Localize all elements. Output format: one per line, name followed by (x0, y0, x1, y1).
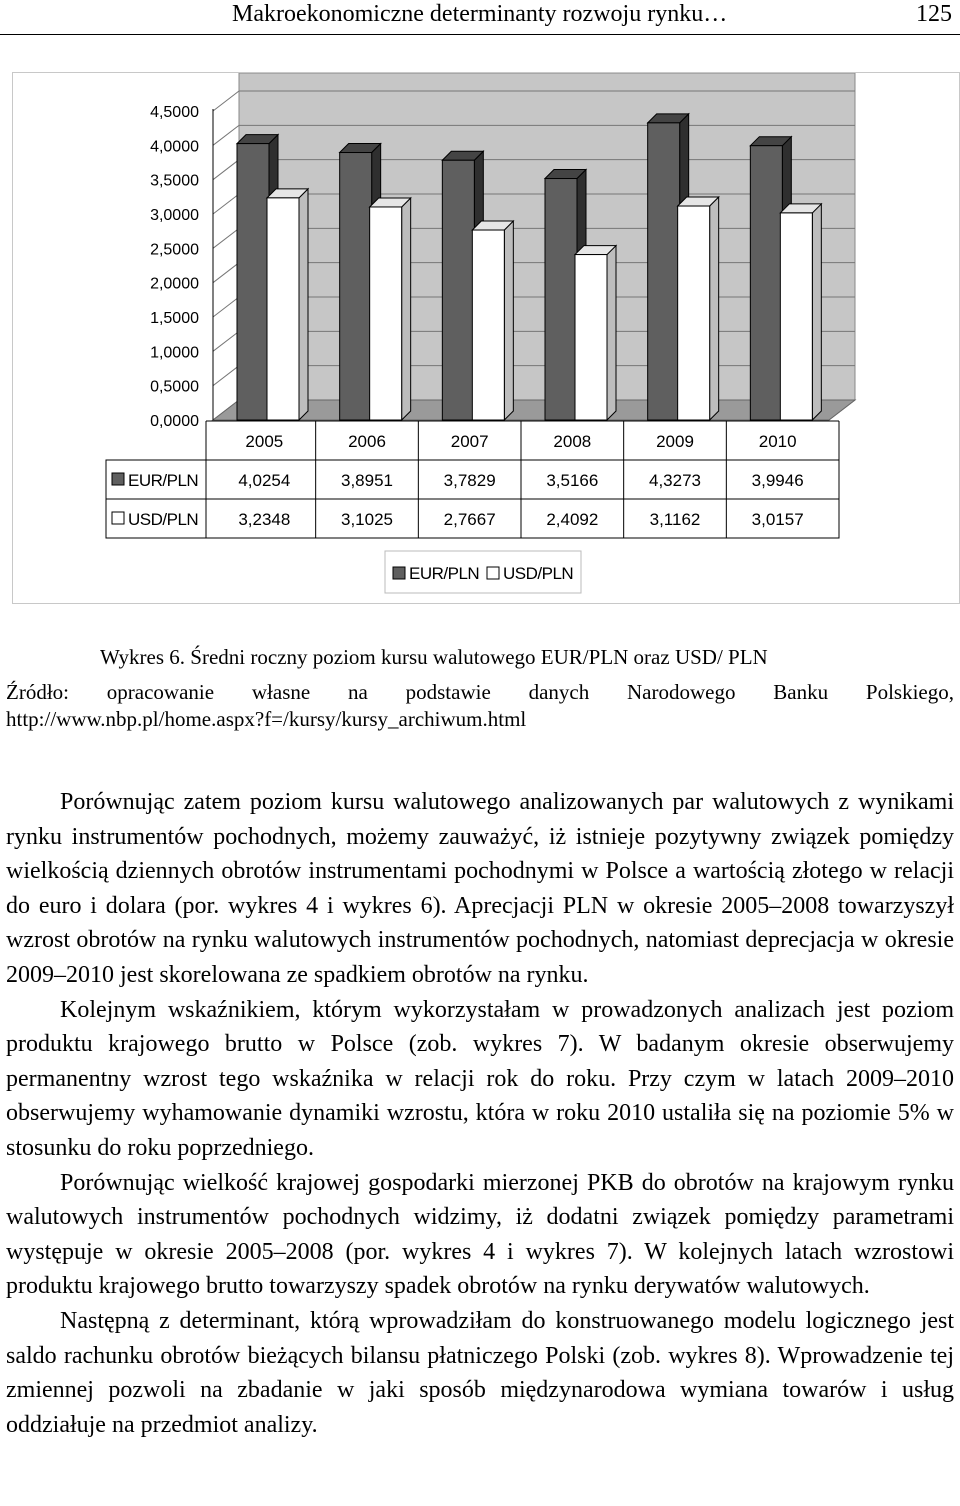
data-label: 3,0157 (751, 510, 804, 529)
x-tick-label: 2008 (553, 432, 592, 451)
bar (340, 153, 372, 420)
y-tick-label: 3,5000 (150, 172, 199, 190)
data-label: 4,3273 (649, 471, 701, 490)
legend-key (112, 473, 124, 485)
bar-side (607, 246, 616, 420)
body-text (6, 785, 954, 1442)
y-tick-label: 0,5000 (150, 378, 199, 396)
figure-caption: Wykres 6. Średni roczny poziom kursu walutowego EUR/PLN oraz USD/ PLN (100, 645, 768, 669)
chart-frame (12, 72, 960, 604)
data-label: 4,0254 (238, 471, 291, 490)
y-tick-label: 4,5000 (150, 104, 199, 121)
data-label: 3,1025 (341, 510, 393, 529)
figure-source: Źródło: opracowanie własne na podstawie danych Narodowego Banku Polskiego, (6, 680, 954, 704)
x-tick-label: 2010 (758, 432, 797, 451)
paragraph: Kolejnym wskaźnikiem, którym wykorzystałam w prowadzonych analizach jest poziom produktu krajowego brutto w Polsce (zob. wykres 7). W badanym okresie obserwujemy permanentny wzrost tego wskaźnika w relacji rok do roku. Przy czym w latach 2009–2010 obserwujemy wyhamowanie dynamiki wzrostu, która w roku 2010 ustaliła się na poziomie 5% w stosunku do roku poprzedniego. (6, 996, 954, 1161)
data-label: 3,8951 (341, 471, 393, 490)
x-tick-label: 2009 (656, 432, 694, 451)
series-name: USD/PLN (128, 510, 199, 529)
bar (237, 144, 269, 420)
paragraph: Następną z determinant, którą wprowadziłam do konstruowanego modelu logicznego jest saldo rachunku obrotów bieżących bilansu płatniczego Polski (zob. wykres 8). Wprowadzenie tej zmiennej pozwoli na zbadanie w jaki sposób międzynarodowa wymiana towarów i usług oddziałuje na przedmiot analizy. (6, 1307, 954, 1438)
data-label: 3,5166 (546, 471, 599, 490)
bar (267, 198, 299, 420)
series-name: EUR/PLN (128, 471, 199, 490)
y-tick-label: 0,0000 (150, 413, 199, 430)
bar-side (402, 198, 411, 420)
y-tick-label: 4,0000 (150, 138, 199, 156)
page-number: 125 (916, 1, 952, 27)
data-label: 3,2348 (238, 510, 291, 529)
paragraph: Porównując wielkość krajowej gospodarki mierzonej PKB do obrotów na krajowym rynku walutowych instrumentów pochodnych widzimy, iż dodatni związek pomiędzy parametrami występuje w okresie 2005–2008 (por. wykres 4 i wykres 7). W kolejnych latach wzrostowi produktu krajowego brutto towarzyszy spadek obrotów na rynku derywatów walutowych. (6, 1169, 954, 1300)
bar-side (504, 221, 513, 420)
running-title: Makroekonomiczne determinanty rozwoju rynku… (232, 1, 728, 27)
legend-key (487, 567, 499, 579)
data-label: 3,9946 (751, 471, 804, 490)
bar (545, 179, 577, 420)
data-label: 2,7667 (443, 510, 496, 529)
bar-side (710, 197, 719, 420)
running-header (0, 0, 960, 35)
figure-source-url: http://www.nbp.pl/home.aspx?f=/kursy/kursy_archiwum.html (6, 707, 527, 731)
bar-side (812, 204, 821, 420)
bar (472, 230, 504, 420)
bar (575, 255, 607, 420)
y-tick-label: 1,5000 (150, 310, 199, 327)
data-label: 3,1162 (649, 510, 701, 529)
exchange-rate-chart (13, 73, 959, 603)
bar (370, 207, 402, 420)
data-label: 3,7829 (443, 471, 496, 490)
x-tick-label: 2005 (245, 432, 284, 451)
y-tick-label: 2,0000 (150, 275, 199, 293)
bar (442, 160, 474, 420)
bar (780, 213, 812, 420)
bar (648, 123, 680, 420)
y-tick-label: 1,0000 (150, 344, 199, 362)
y-tick-label: 3,0000 (150, 207, 199, 224)
data-label: 2,4092 (546, 510, 599, 529)
legend-key (393, 567, 405, 579)
y-tick-label: 2,5000 (150, 241, 199, 259)
bar (750, 146, 782, 420)
bar (678, 206, 710, 420)
x-tick-label: 2007 (450, 432, 489, 451)
bar-side (299, 189, 308, 420)
legend-label: USD/PLN (503, 564, 574, 583)
legend-label: EUR/PLN (409, 564, 480, 583)
legend-key (112, 512, 124, 524)
paragraph: Porównując zatem poziom kursu walutowego analizowanych par walutowych z wynikami rynku instrumentów pochodnych, możemy zauważyć, iż istnieje pozytywny związek pomiędzy wielkością dziennych obrotów instrumentami pochodnymi w Polsce a wartością złotego w relacji do euro i dolara (por. wykres 4 i wykres 6). Aprecjacji PLN w okresie 2005–2008 towarzyszył wzrost obrotów na rynku walutowych instrumentów pochodnych, natomiast deprecjacja w okresie 2009–2010 jest skorelowana ze spadkiem obrotów na rynku. (6, 789, 954, 988)
x-tick-label: 2006 (348, 432, 386, 451)
